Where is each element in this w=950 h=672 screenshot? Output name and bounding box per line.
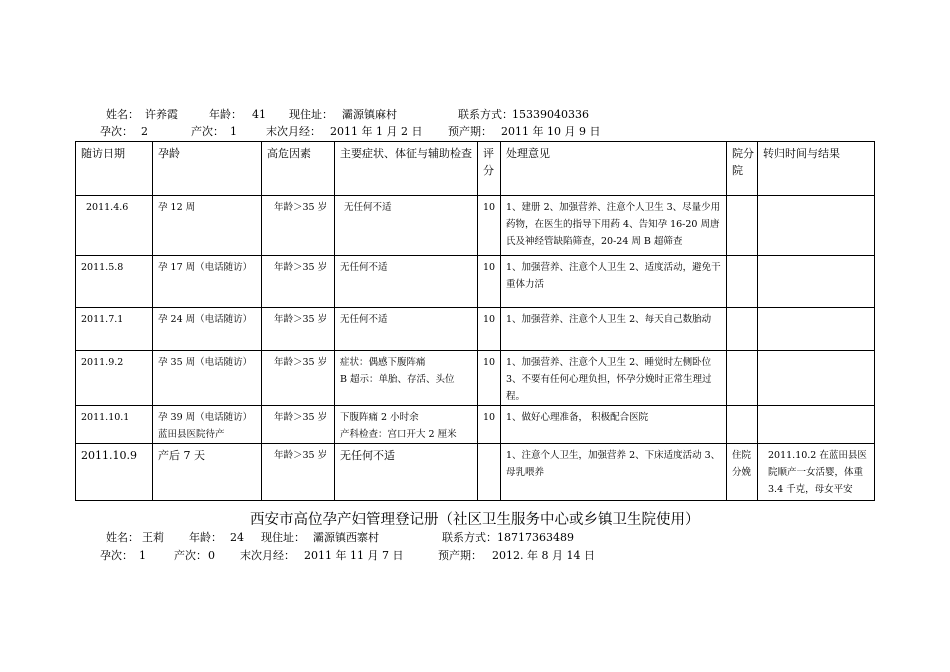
header-date: 随访日期 xyxy=(76,142,153,196)
cell-ga: 孕 17 周（电话随访） xyxy=(153,256,262,308)
cell-hospital xyxy=(727,406,758,444)
cell-score: 10 xyxy=(478,256,501,308)
gravida-value: 1 xyxy=(139,549,146,562)
cell-date: 2011.10.9 xyxy=(76,444,153,501)
patient-name: 王莉 xyxy=(142,531,164,544)
cell-score xyxy=(478,444,501,501)
cell-advice: 1、做好心理准备， 积极配合医院 xyxy=(501,406,727,444)
followup-table xyxy=(75,141,875,501)
cell-score: 10 xyxy=(478,308,501,351)
table-row xyxy=(76,406,875,444)
cell-score: 10 xyxy=(478,351,501,406)
cell-ga: 孕 35 周（电话随访） xyxy=(153,351,262,406)
parity-value: 1 xyxy=(230,125,237,138)
gravida-value: 2 xyxy=(141,125,148,138)
cell-symptoms: 无任何不适 xyxy=(335,444,478,501)
cell-date: 2011.4.6 xyxy=(76,196,153,256)
edd-value: 2011 年 10 月 9 日 xyxy=(501,125,601,138)
cell-risk: 年龄＞35 岁 xyxy=(262,351,335,406)
edd-label: 预产期： xyxy=(438,549,482,562)
patient-contact: 18717363489 xyxy=(497,531,574,544)
address-label: 现住址： xyxy=(289,108,333,121)
cell-hospital xyxy=(727,351,758,406)
name-label: 姓名： xyxy=(106,531,139,544)
cell-outcome xyxy=(758,406,875,444)
cell-risk: 年龄＞35 岁 xyxy=(262,256,335,308)
cell-advice: 1、加强营养、注意个人卫生 2、每天自己数胎动 xyxy=(501,308,727,351)
gravida-label: 孕次： xyxy=(100,125,133,138)
cell-hospital xyxy=(727,308,758,351)
lmp-label: 末次月经： xyxy=(266,125,321,138)
contact-label: 联系方式： xyxy=(458,108,513,121)
parity-label: 产次： xyxy=(174,549,207,562)
cell-symptoms: 下腹阵痛 2 小时余 产科检查：宫口开大 2 厘米 xyxy=(335,406,478,444)
cell-ga: 孕 24 周（电话随访） xyxy=(153,308,262,351)
cell-date: 2011.10.1 xyxy=(76,406,153,444)
patient-age: 41 xyxy=(252,108,266,121)
cell-score: 10 xyxy=(478,406,501,444)
table-row xyxy=(76,351,875,406)
gravida-label: 孕次： xyxy=(100,549,133,562)
cell-advice: 1、建册 2、加强营养、注意个人卫生 3、尽量少用药物，在医生的指导下用药 4、告知孕 16-20 周唐氏及神经管缺陷筛查，20-24 周 B 超筛查 xyxy=(501,196,727,256)
header-risk-factors: 高危因素 xyxy=(262,142,335,196)
header-symptoms: 主要症状、体征与辅助检查 xyxy=(335,142,478,196)
table-row xyxy=(76,256,875,308)
patient-contact: 15339040336 xyxy=(512,108,589,121)
edd-value: 2012. 年 8 月 14 日 xyxy=(492,549,595,562)
cell-hospital xyxy=(727,196,758,256)
cell-symptoms: 无任何不适 xyxy=(335,256,478,308)
cell-hospital xyxy=(727,256,758,308)
cell-date: 2011.5.8 xyxy=(76,256,153,308)
age-label: 年龄： xyxy=(189,531,222,544)
patient-address: 灞源镇麻村 xyxy=(342,108,397,121)
patient-address: 灞源镇西寨村 xyxy=(313,531,379,544)
cell-advice: 1、加强营养、注意个人卫生 2、睡觉时左侧卧位 3、不要有任何心理负担，怀孕分娩时正常生理过程。 xyxy=(501,351,727,406)
cell-outcome xyxy=(758,196,875,256)
lmp-label: 末次月经： xyxy=(240,549,295,562)
patient-age: 24 xyxy=(230,531,244,544)
header-score: 评分 xyxy=(478,142,501,196)
header-hospital: 院分院 xyxy=(727,142,758,196)
cell-symptoms: 无任何不适 xyxy=(335,196,478,256)
register-title: 西安市高位孕产妇管理登记册（社区卫生服务中心或乡镇卫生院使用） xyxy=(250,512,700,528)
lmp-value: 2011 年 11 月 7 日 xyxy=(304,549,404,562)
cell-ga: 孕 39 周（电话随访） 蓝田县医院待产 xyxy=(153,406,262,444)
cell-outcome xyxy=(758,256,875,308)
patient-name: 许养霞 xyxy=(145,108,178,121)
cell-risk: 年龄＞35 岁 xyxy=(262,444,335,501)
header-advice: 处理意见 xyxy=(501,142,727,196)
parity-value: 0 xyxy=(208,549,215,562)
table-row xyxy=(76,196,875,256)
parity-label: 产次： xyxy=(191,125,224,138)
cell-risk: 年龄＞35 岁 xyxy=(262,406,335,444)
cell-ga: 产后 7 天 xyxy=(153,444,262,501)
cell-ga: 孕 12 周 xyxy=(153,196,262,256)
cell-advice: 1、加强营养、注意个人卫生 2、适度活动，避免干重体力活 xyxy=(501,256,727,308)
cell-outcome xyxy=(758,351,875,406)
cell-risk: 年龄＞35 岁 xyxy=(262,196,335,256)
contact-label: 联系方式： xyxy=(442,531,497,544)
lmp-value: 2011 年 1 月 2 日 xyxy=(330,125,423,138)
header-outcome: 转归时间与结果 xyxy=(758,142,875,196)
cell-hospital: 住院分娩 xyxy=(727,444,758,501)
cell-symptoms: 无任何不适 xyxy=(335,308,478,351)
address-label: 现住址： xyxy=(261,531,305,544)
cell-score: 10 xyxy=(478,196,501,256)
cell-date: 2011.7.1 xyxy=(76,308,153,351)
cell-outcome: 2011.10.2 在蓝田县医院顺产一女活婴，体重 3.4 千克，母女平安 xyxy=(758,444,875,501)
header-gestational-age: 孕龄 xyxy=(153,142,262,196)
edd-label: 预产期： xyxy=(448,125,492,138)
name-label: 姓名： xyxy=(106,108,139,121)
cell-advice: 1、注意个人卫生，加强营养 2、下床适度活动 3、母乳喂养 xyxy=(501,444,727,501)
age-label: 年龄： xyxy=(209,108,242,121)
table-header-row xyxy=(76,142,875,196)
cell-symptoms: 症状：偶感下腹阵痛 B 超示：单胎、存活、头位 xyxy=(335,351,478,406)
cell-date: 2011.9.2 xyxy=(76,351,153,406)
table-row xyxy=(76,308,875,351)
cell-outcome xyxy=(758,308,875,351)
cell-risk: 年龄＞35 岁 xyxy=(262,308,335,351)
table-row xyxy=(76,444,875,501)
